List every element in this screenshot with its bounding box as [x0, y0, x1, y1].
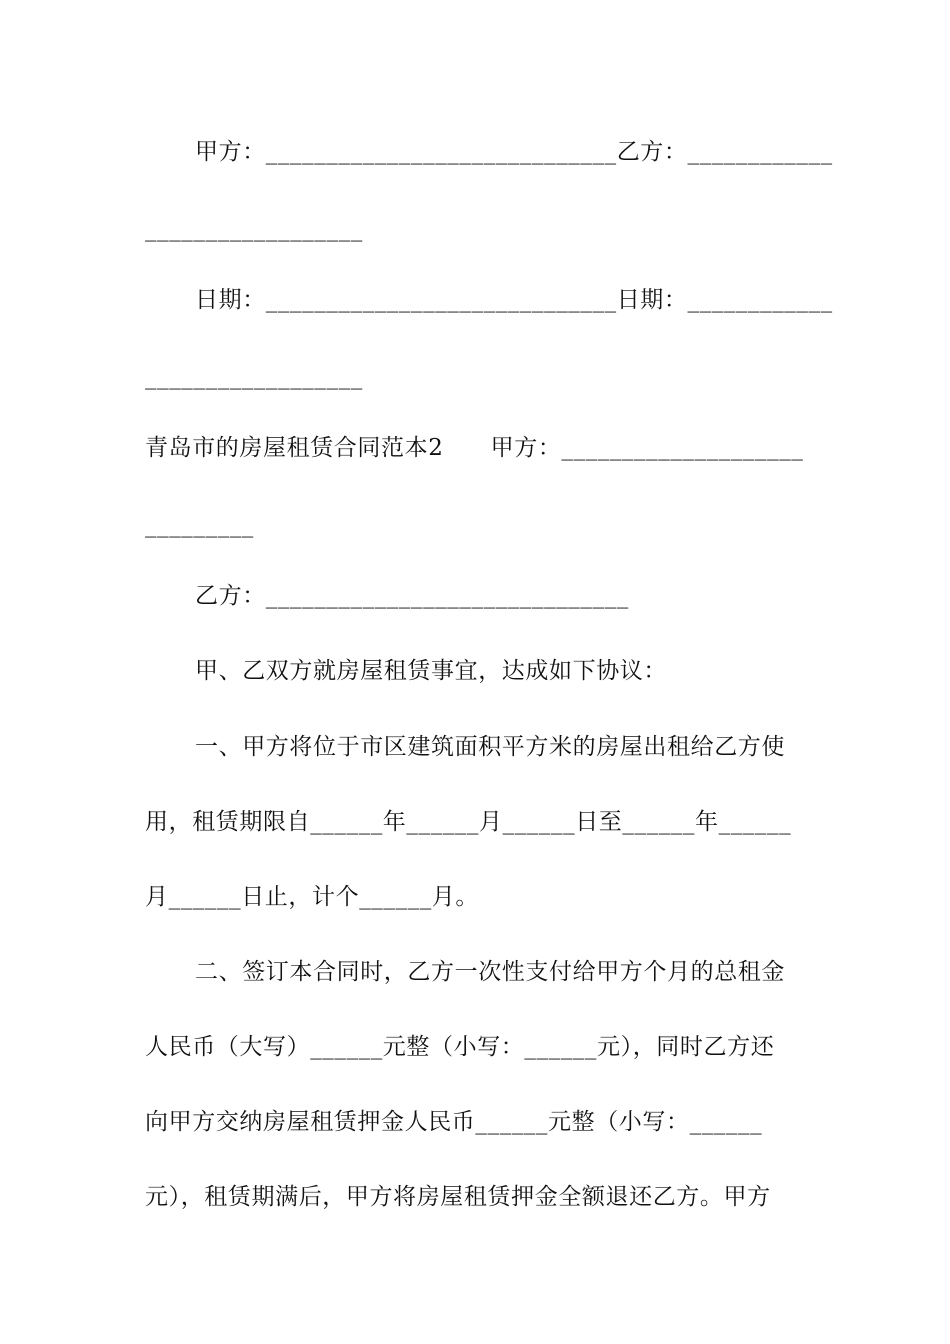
party-b-line: 乙方：______________________________ — [195, 583, 629, 609]
clause-two-line-3: 向甲方交纳房屋租赁押金人民币______元整（小写：______ — [145, 1109, 763, 1135]
clause-one-line-2: 用，租赁期限自______年______月______日至______年______ — [145, 809, 792, 835]
clause-one-line-1: 一、甲方将位于市区建筑面积平方米的房屋出租给乙方使 — [195, 734, 785, 760]
clause-two-line-4: 元），租赁期满后，甲方将房屋租赁押金全额退还乙方。甲方 — [145, 1184, 771, 1210]
date-signature-line: 日期：_____________________________日期：____________ — [195, 287, 833, 313]
party-a-b-signature-line: 甲方：_____________________________乙方：____________ — [195, 139, 833, 165]
clause-two-line-1: 二、签订本合同时，乙方一次性支付给甲方个月的总租金 — [195, 959, 785, 985]
clause-one-line-3: 月______日止，计个______月。 — [145, 884, 479, 910]
party-a-line-continuation: _________ — [145, 512, 254, 538]
agreement-intro: 甲、乙双方就房屋租赁事宜，达成如下协议： — [195, 658, 667, 684]
party-b-signature-continuation: __________________ — [145, 216, 363, 242]
clause-two-line-2: 人民币（大写）______元整（小写：______元），同时乙方还 — [145, 1034, 775, 1060]
contract-title-party-a-line: 青岛市的房屋租赁合同范本2 甲方：____________________ — [145, 435, 804, 461]
date-signature-continuation: __________________ — [145, 364, 363, 390]
